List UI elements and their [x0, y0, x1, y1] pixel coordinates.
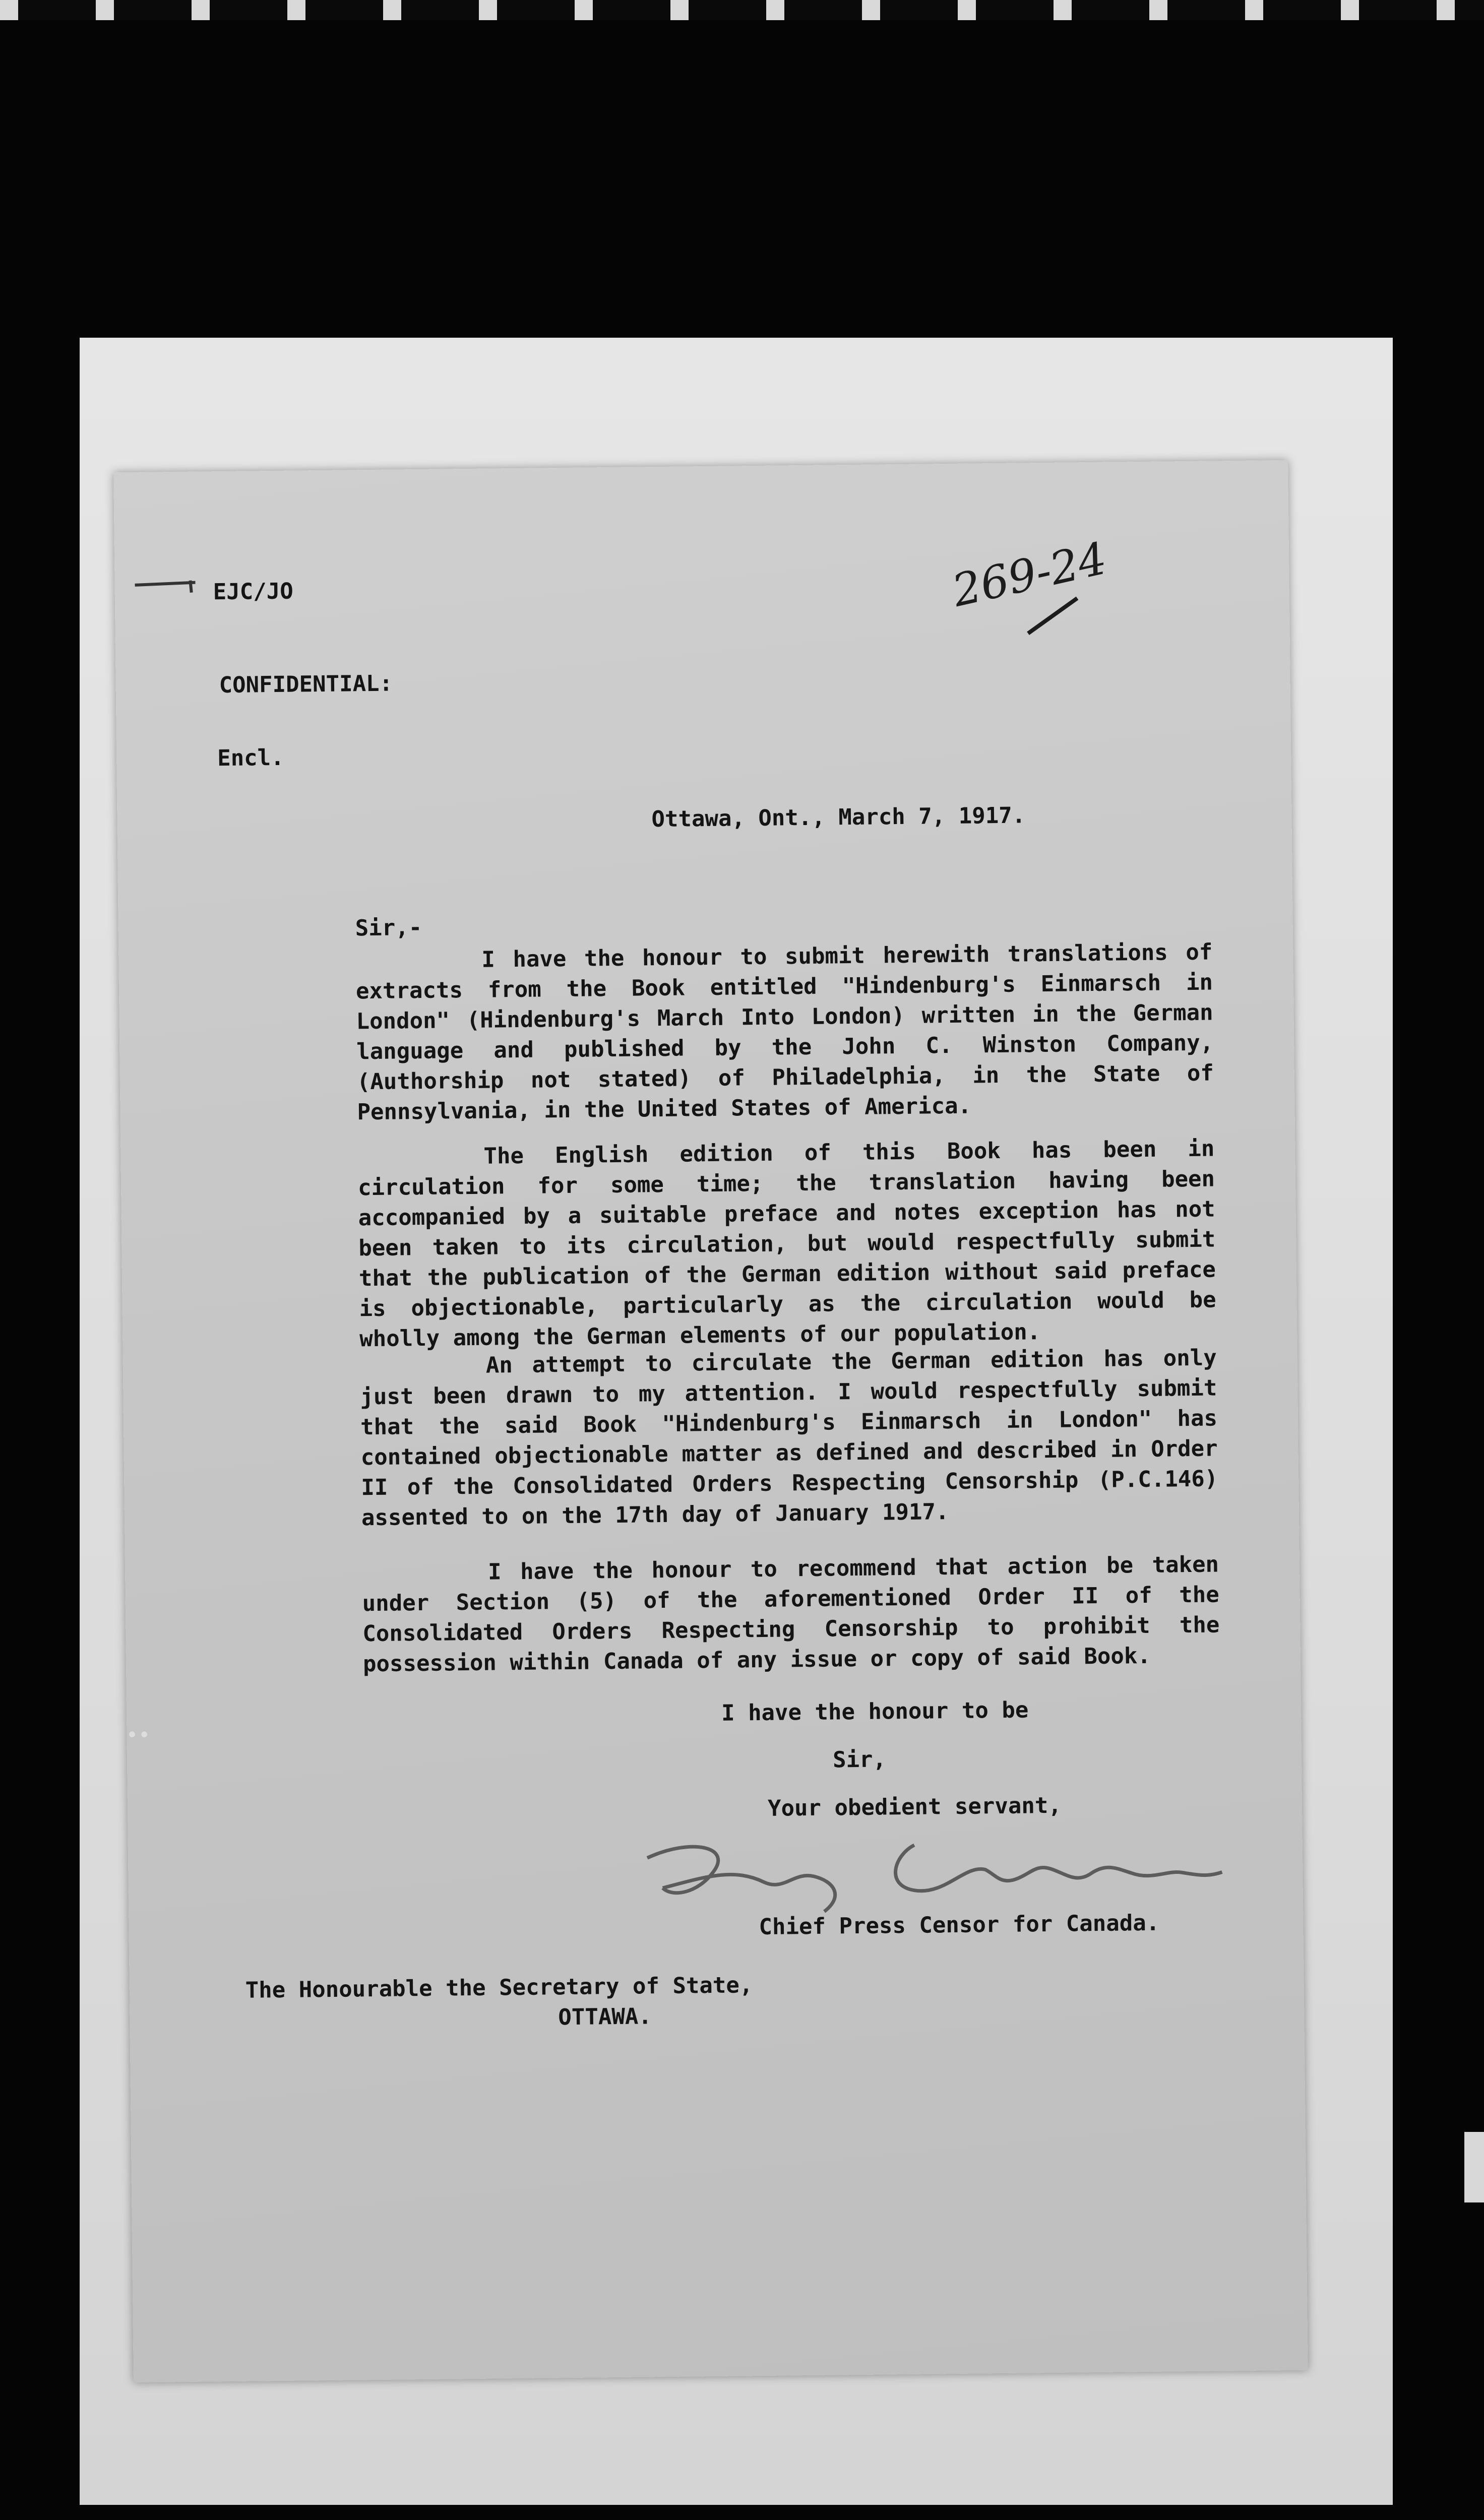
addressee: The Honourable the Secretary of State, [245, 1972, 753, 2003]
margin-pencil-mark [135, 577, 220, 595]
dateline: Ottawa, Ont., March 7, 1917. [651, 802, 1026, 833]
classification-label: CONFIDENTIAL: [219, 670, 393, 699]
file-reference: EJC/JO [213, 578, 293, 605]
body-paragraph: I have the honour to recommend that action be taken under Section (5) of the aforementioned Order II of the Consolidated Orders Respecting Censorship to prohibit the possession within Canada of any issue or copy of said Book. [362, 1551, 1220, 1677]
signatory-title: Chief Press Censor for Canada. [759, 1910, 1160, 1940]
body-paragraph: The English edition of this Book has been in circulation for some time; the translation having been accompanied by a suitable preface and notes exception has not been taken to its circulation, but would respectfully submit that the publication of the German edition without said preface is objectionable, particularly as the circulation would be wholly among the German elements of our population. [357, 1136, 1216, 1352]
handwritten-signature [632, 1821, 1238, 1919]
film-edge-notch [1464, 2132, 1484, 2202]
film-sprocket-strip [0, 0, 1484, 20]
closing-line: I have the honour to be [721, 1697, 1029, 1726]
body-paragraph: An attempt to circulate the German edition has only just been drawn to my attention. I would respectfully submit that the said Book "Hindenburg's Einmarsch in London" has contained objectionable matter as defined and described in Order II of the Consolidated Orders Respecting Censorship (P.C.146) assented to on the 17th day of January 1917. [360, 1345, 1218, 1531]
file-number-underline [1027, 597, 1078, 635]
body-paragraph: I have the honour to submit herewith translations of extracts from the Book entitled "Hindenburg's Einmarsch in London" (Hindenburg's March Into London) written in the German language and published by the John C. Winston Company,(Authorship not stated) of Philadelphia, in the State of Pennsylvania, in the United States of America. [355, 939, 1214, 1125]
handwritten-file-number: 269-24 [947, 532, 1111, 617]
salutation: Sir,- [355, 914, 422, 941]
margin-dots: •• [126, 1724, 151, 1747]
addressee-city: OTTAWA. [558, 2003, 652, 2031]
enclosure-note: Encl. [217, 744, 284, 772]
complimentary-close: Your obedient servant, [767, 1792, 1062, 1821]
closing-sir: Sir, [832, 1746, 887, 1773]
letter-page [113, 460, 1308, 2382]
